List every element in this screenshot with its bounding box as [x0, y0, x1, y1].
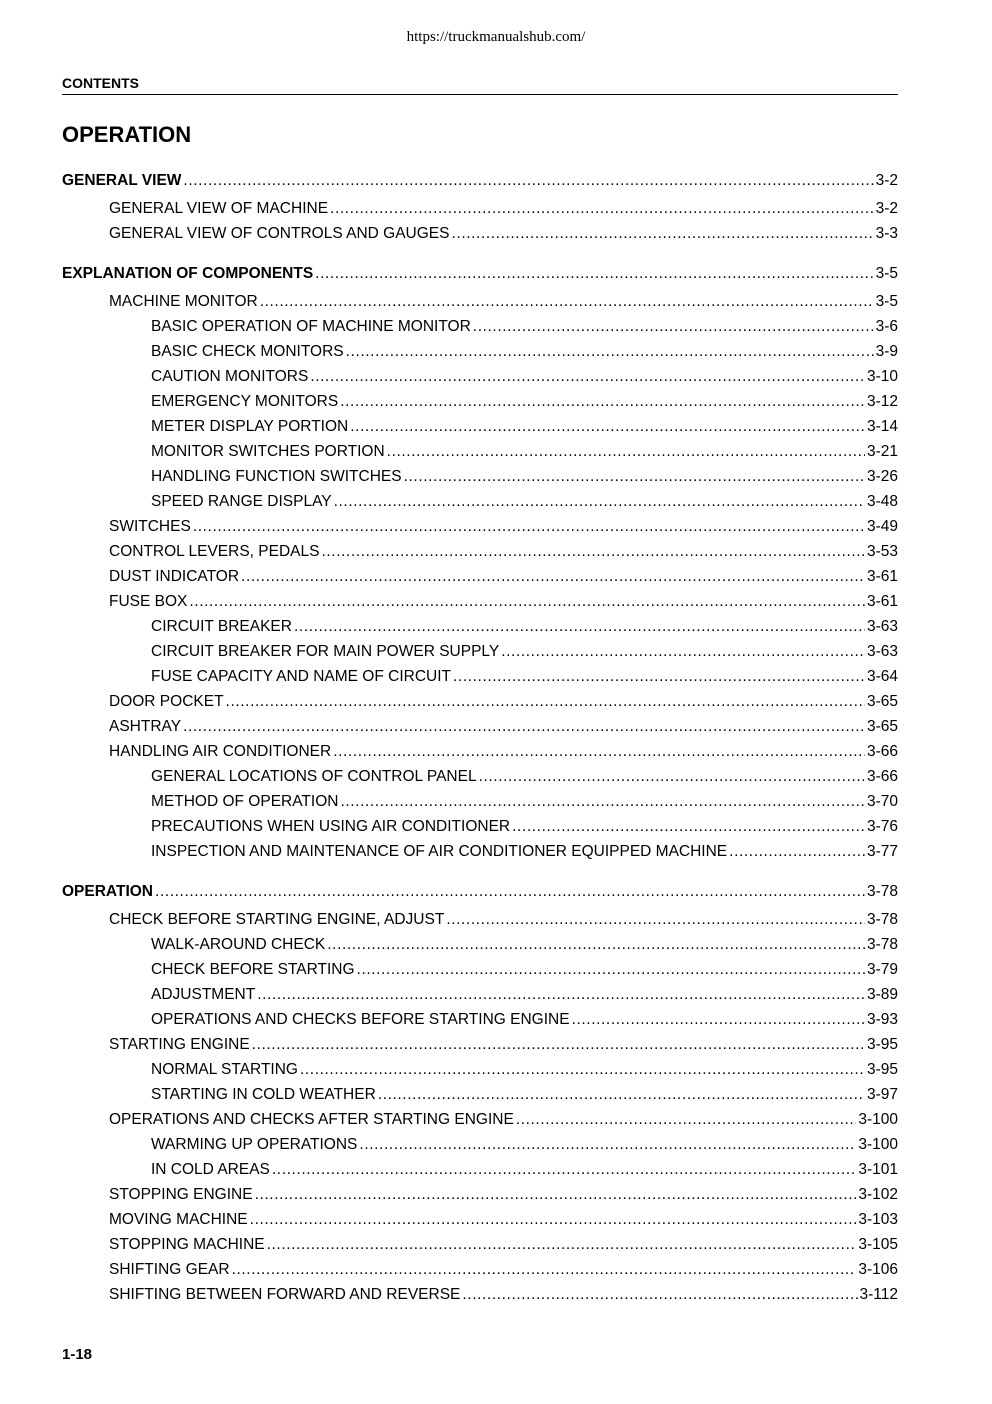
toc-entry-page: 3-79	[866, 961, 898, 978]
toc-entry-title: NORMAL STARTING	[151, 1061, 298, 1078]
toc-entry	[151, 1010, 898, 1030]
toc-entry-page: 3-100	[858, 1136, 898, 1153]
dot-leader	[357, 960, 865, 980]
dot-leader	[300, 1060, 865, 1080]
toc-heading	[62, 882, 898, 902]
toc-entry-page: 3-97	[866, 1086, 898, 1103]
toc-entry	[151, 1085, 898, 1105]
toc-entry-page: 3-10	[866, 368, 898, 385]
toc-entry	[109, 717, 898, 737]
toc-entry-page: 3-5	[875, 293, 898, 310]
toc-entry-page: 3-95	[866, 1036, 898, 1053]
dot-leader	[327, 935, 865, 955]
toc-entry	[109, 199, 898, 219]
dot-leader	[346, 342, 874, 362]
toc-entry-title: IN COLD AREAS	[151, 1161, 270, 1178]
dot-leader	[250, 1210, 857, 1230]
toc-entry	[151, 392, 898, 412]
toc-entry	[151, 617, 898, 637]
toc-entry-page: 3-78	[866, 936, 898, 953]
toc-entry-title: STOPPING ENGINE	[109, 1186, 253, 1203]
toc-entry	[109, 910, 898, 930]
toc-entry-title: CIRCUIT BREAKER FOR MAIN POWER SUPPLY	[151, 643, 500, 660]
toc-entry-page: 3-3	[875, 225, 898, 242]
dot-leader	[315, 264, 873, 284]
toc-entry	[151, 342, 898, 362]
toc-entry-title: PRECAUTIONS WHEN USING AIR CONDITIONER	[151, 818, 511, 835]
toc-entry	[151, 367, 898, 387]
toc-entry-title: SPEED RANGE DISPLAY	[151, 493, 332, 510]
dot-leader	[479, 767, 865, 787]
toc-entry-title: METHOD OF OPERATION	[151, 793, 339, 810]
toc-entry	[109, 1035, 898, 1055]
toc-entry-title: SHIFTING GEAR	[109, 1261, 230, 1278]
toc-entry-title: METER DISPLAY PORTION	[151, 418, 349, 435]
toc-entry	[151, 667, 898, 687]
toc-entry-page: 3-93	[866, 1011, 898, 1028]
toc-entry	[151, 317, 898, 337]
dot-leader	[729, 842, 865, 862]
toc-entry-page: 3-2	[875, 200, 898, 217]
toc-entry-title: FUSE CAPACITY AND NAME OF CIRCUIT	[151, 668, 451, 685]
dot-leader	[453, 667, 865, 687]
toc-entry-title: ADJUSTMENT	[151, 986, 256, 1003]
dot-leader	[387, 442, 865, 462]
toc-entry-title: INSPECTION AND MAINTENANCE OF AIR CONDITIONER EQUIPPED MACHINE	[151, 843, 728, 860]
toc-entry-title: CONTROL LEVERS, PEDALS	[109, 543, 320, 560]
toc-entry	[151, 642, 898, 662]
toc-entry	[109, 517, 898, 537]
dot-leader	[155, 882, 865, 902]
dot-leader	[512, 817, 865, 837]
toc-entry-page: 3-6	[875, 318, 898, 335]
dot-leader	[334, 492, 865, 512]
toc-entry-title: GENERAL VIEW	[62, 172, 182, 189]
toc-entry-title: GENERAL VIEW OF CONTROLS AND GAUGES	[109, 225, 450, 242]
dot-leader	[462, 1285, 857, 1305]
toc-entry-title: BASIC CHECK MONITORS	[151, 343, 344, 360]
toc-entry	[151, 792, 898, 812]
toc-entry	[109, 742, 898, 762]
toc-entry	[151, 467, 898, 487]
toc-entry-title: EMERGENCY MONITORS	[151, 393, 339, 410]
toc-entry-page: 3-2	[875, 172, 898, 189]
toc-entry-page: 3-102	[858, 1186, 898, 1203]
toc-entry-page: 3-78	[866, 911, 898, 928]
toc-entry-title: CIRCUIT BREAKER	[151, 618, 292, 635]
toc-entry-title: SWITCHES	[109, 518, 191, 535]
dot-leader	[193, 517, 865, 537]
dot-leader	[232, 1260, 857, 1280]
toc-entry-title: GENERAL VIEW OF MACHINE	[109, 200, 329, 217]
toc-entry-page: 3-26	[866, 468, 898, 485]
toc-entry-title: CHECK BEFORE STARTING	[151, 961, 355, 978]
toc-entry-page: 3-64	[866, 668, 898, 685]
toc-entry	[151, 817, 898, 837]
toc-entry-title: EXPLANATION OF COMPONENTS	[62, 265, 314, 282]
toc-entry-page: 3-12	[866, 393, 898, 410]
toc-entry-page: 3-76	[866, 818, 898, 835]
dot-leader	[501, 642, 865, 662]
toc-entry	[109, 1110, 898, 1130]
toc-entry-title: HANDLING FUNCTION SWITCHES	[151, 468, 402, 485]
dot-leader	[473, 317, 874, 337]
toc-entry-title: OPERATION	[62, 883, 153, 900]
toc-entry-page: 3-106	[858, 1261, 898, 1278]
toc-entry-title: STOPPING MACHINE	[109, 1236, 265, 1253]
toc-entry-page: 3-101	[858, 1161, 898, 1178]
toc-entry-title: STARTING ENGINE	[109, 1036, 250, 1053]
toc-entry	[151, 1135, 898, 1155]
toc-entry	[151, 492, 898, 512]
toc-entry-page: 3-70	[866, 793, 898, 810]
dot-leader	[183, 171, 873, 191]
toc-entry-title: FUSE BOX	[109, 593, 188, 610]
dot-leader	[516, 1110, 857, 1130]
toc-entry	[109, 1260, 898, 1280]
dot-leader	[321, 542, 865, 562]
toc-entry-title: GENERAL LOCATIONS OF CONTROL PANEL	[151, 768, 477, 785]
toc-entry-page: 3-66	[866, 768, 898, 785]
toc-entry-page: 3-61	[866, 568, 898, 585]
toc-entry-title: DUST INDICATOR	[109, 568, 240, 585]
dot-leader	[226, 692, 865, 712]
toc-entry	[109, 692, 898, 712]
dot-leader	[260, 292, 874, 312]
toc-entry-title: CHECK BEFORE STARTING ENGINE, ADJUST	[109, 911, 445, 928]
dot-leader	[310, 367, 865, 387]
toc-entry-page: 3-95	[866, 1061, 898, 1078]
toc-entry-page: 3-103	[858, 1211, 898, 1228]
section-title: OPERATION	[62, 122, 192, 147]
toc-entry-page: 3-21	[866, 443, 898, 460]
dot-leader	[252, 1035, 865, 1055]
toc-entry-page: 3-105	[858, 1236, 898, 1253]
toc-entry	[151, 1060, 898, 1080]
toc-entry	[151, 935, 898, 955]
toc-entry-page: 3-49	[866, 518, 898, 535]
toc-entry-title: CAUTION MONITORS	[151, 368, 309, 385]
dot-leader	[330, 199, 874, 219]
toc-entry	[109, 1185, 898, 1205]
toc-entry	[151, 1160, 898, 1180]
toc-entry-title: OPERATIONS AND CHECKS BEFORE STARTING ENGINE	[151, 1011, 570, 1028]
toc-entry	[151, 442, 898, 462]
dot-leader	[446, 910, 865, 930]
toc-entry-title: DOOR POCKET	[109, 693, 224, 710]
toc-entry-title: HANDLING AIR CONDITIONER	[109, 743, 332, 760]
dot-leader	[333, 742, 865, 762]
dot-leader	[294, 617, 865, 637]
dot-leader	[340, 392, 865, 412]
running-header: CONTENTS	[62, 75, 139, 91]
dot-leader	[359, 1135, 856, 1155]
toc-entry	[109, 592, 898, 612]
toc-entry-page: 3-53	[866, 543, 898, 560]
dot-leader	[452, 224, 874, 244]
toc-entry	[109, 542, 898, 562]
dot-leader	[272, 1160, 856, 1180]
dot-leader	[378, 1085, 865, 1105]
toc-entry-page: 3-78	[866, 883, 898, 900]
dot-leader	[183, 717, 865, 737]
toc-entry-title: WALK-AROUND CHECK	[151, 936, 326, 953]
toc-entry-page: 3-61	[866, 593, 898, 610]
dot-leader	[189, 592, 865, 612]
toc-entry	[151, 417, 898, 437]
toc-entry-title: MACHINE MONITOR	[109, 293, 258, 310]
source-url: https://truckmanualshub.com/	[406, 29, 586, 45]
toc-entry-page: 3-65	[866, 718, 898, 735]
dot-leader	[267, 1235, 857, 1255]
toc-entry-title: STARTING IN COLD WEATHER	[151, 1086, 376, 1103]
toc-entry	[109, 1210, 898, 1230]
toc-entry-title: SHIFTING BETWEEN FORWARD AND REVERSE	[109, 1286, 461, 1303]
toc-entry-page: 3-100	[858, 1111, 898, 1128]
toc-entry-title: WARMING UP OPERATIONS	[151, 1136, 358, 1153]
toc-entry	[109, 567, 898, 587]
toc-entry	[109, 292, 898, 312]
toc-entry	[109, 224, 898, 244]
toc-entry-page: 3-66	[866, 743, 898, 760]
dot-leader	[572, 1010, 865, 1030]
toc-heading	[62, 171, 898, 191]
toc-entry	[109, 1285, 898, 1305]
toc-entry	[151, 767, 898, 787]
toc-entry-title: ASHTRAY	[109, 718, 182, 735]
toc-entry-title: BASIC OPERATION OF MACHINE MONITOR	[151, 318, 471, 335]
toc-entry-page: 3-14	[866, 418, 898, 435]
toc-entry	[151, 985, 898, 1005]
toc-entry	[109, 1235, 898, 1255]
toc-heading	[62, 264, 898, 284]
dot-leader	[404, 467, 865, 487]
toc-entry	[151, 960, 898, 980]
dot-leader	[350, 417, 865, 437]
dot-leader	[257, 985, 865, 1005]
toc-entry-title: MONITOR SWITCHES PORTION	[151, 443, 385, 460]
toc-entry-page: 3-112	[859, 1286, 898, 1303]
toc-entry-page: 3-77	[866, 843, 898, 860]
toc-entry-title: OPERATIONS AND CHECKS AFTER STARTING ENGINE	[109, 1111, 514, 1128]
page-number: 1-18	[62, 1346, 93, 1363]
dot-leader	[340, 792, 865, 812]
toc-entry-page: 3-5	[875, 265, 898, 282]
toc-entry	[151, 842, 898, 862]
dot-leader	[255, 1185, 857, 1205]
toc-entry-page: 3-65	[866, 693, 898, 710]
toc-entry-page: 3-9	[875, 343, 898, 360]
toc-entry-page: 3-89	[866, 986, 898, 1003]
toc-entry-page: 3-63	[866, 643, 898, 660]
toc-entry-title: MOVING MACHINE	[109, 1211, 248, 1228]
dot-leader	[241, 567, 865, 587]
toc-entry-page: 3-63	[866, 618, 898, 635]
toc-entry-page: 3-48	[866, 493, 898, 510]
